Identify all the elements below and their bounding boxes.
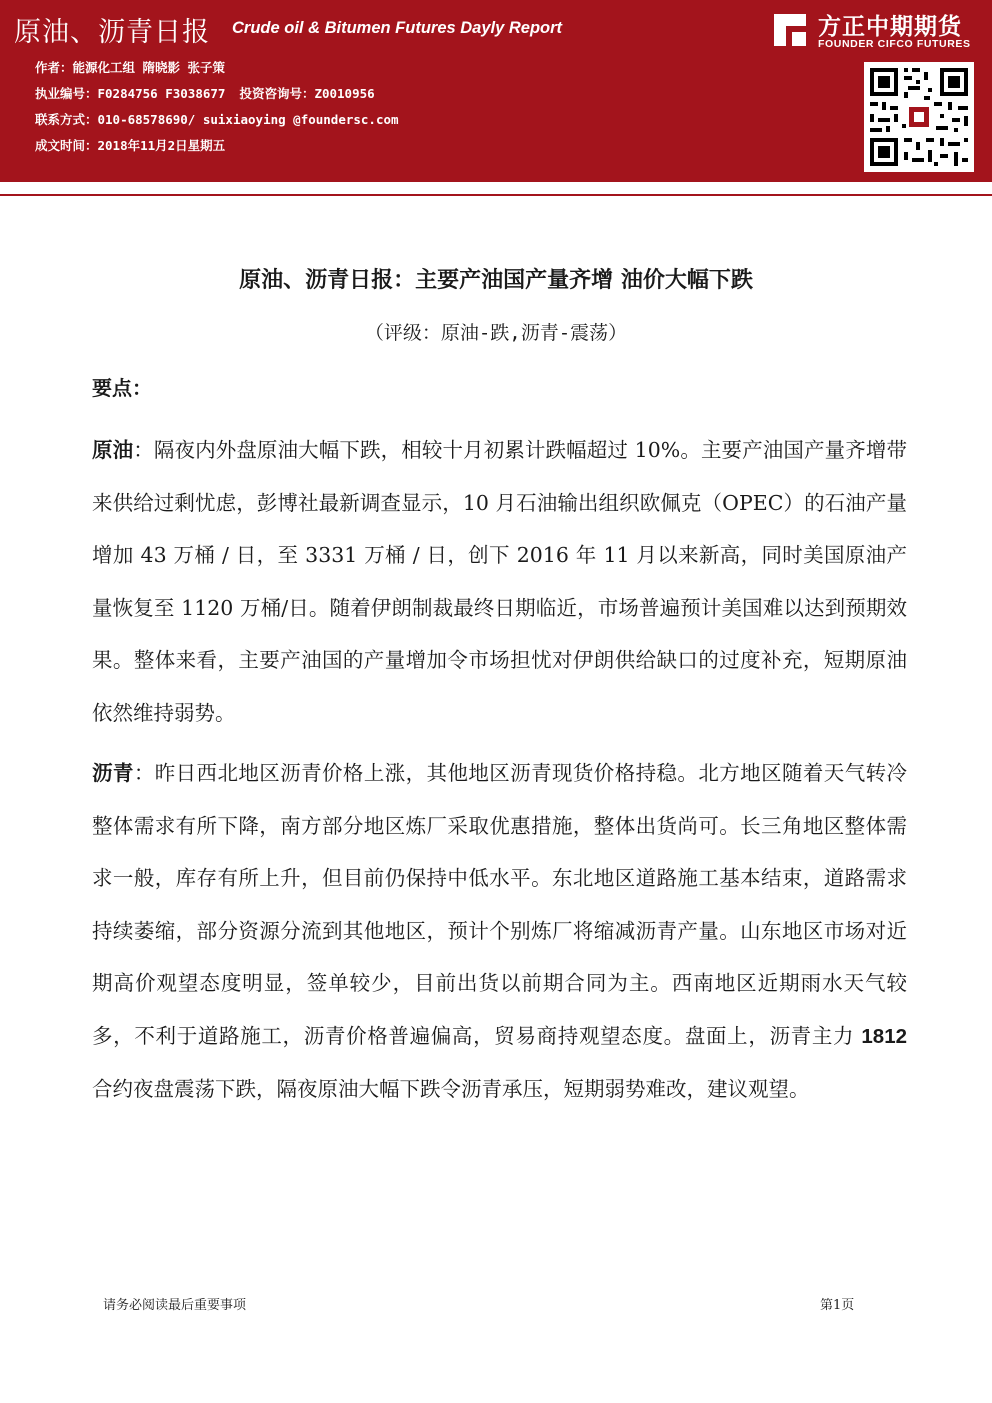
header-divider (0, 182, 992, 196)
logo-text-cn: 方正中期期货 (818, 14, 962, 40)
company-logo (770, 6, 985, 56)
footer-notice: 请务必阅读最后重要事项 (103, 1298, 247, 1313)
date-line: 成文时间：2018年11月2日星期五 (35, 138, 226, 153)
advisory-number: 投资咨询号：Z0010956 (239, 86, 375, 101)
bitumen-text-b: 合约夜盘震荡下跌，隔夜原油大幅下跌令沥青承压，短期弱势难改，建议观望。 (92, 1077, 810, 1101)
bitumen-contract: 1812 (861, 1024, 907, 1048)
crude-oil-text: ：隔夜内外盘原油大幅下跌，相较十月初累计跌幅超过 10%。主要产油国产量齐增带来供给过剩忧虑，彭博社最新调查显示，10 月石油输出组织欧佩克（OPEC）的石油产量增加 43 万桶 / 日，至 3331 万桶 / 日，创下 2016 年 11 月以来新高，同时美国原油产量恢复至 1120 万桶/日。随着伊朗制裁最终日期临近，市场普遍预计美国难以达到预期效果。整体来看，主要产油国的产量增加令市场担忧对伊朗供给缺口的过度补充，短期原油依然维持弱势。 (92, 438, 907, 725)
crude-oil-label: 原油 (92, 438, 134, 462)
founder-logo-icon (770, 10, 810, 50)
contact-line: 联系方式：010-68578690/ suixiaoying @foundersc.com (35, 112, 399, 127)
license-line (35, 84, 375, 102)
crude-oil-paragraph (92, 424, 907, 739)
report-rating: （评级：原油-跌,沥青-震荡） (364, 322, 628, 344)
header-title-en: Crude oil & Bitumen Futures Dayly Report (232, 19, 563, 37)
header-title-cn: 原油、沥青日报 (14, 17, 210, 48)
report-title: 原油、沥青日报：主要产油国产量齐增 油价大幅下跌 (239, 268, 753, 293)
page-number: 第1页 (820, 1298, 855, 1313)
logo-text-en: FOUNDER CIFCO FUTURES (818, 38, 971, 50)
authors-line: 作者：能源化工组 隋晓影 张子策 (35, 60, 226, 75)
report-header (0, 0, 992, 182)
bitumen-text-a: ：昨日西北地区沥青价格上涨，其他地区沥青现货价格持稳。北方地区随着天气转冷整体需求有所下降，南方部分地区炼厂采取优惠措施，整体出货尚可。长三角地区整体需求一般，库存有所上升，但目前仍保持中低水平。东北地区道路施工基本结束，道路需求持续萎缩，部分资源分流到其他地区，预计个别炼厂将缩减沥青产量。山东地区市场对近期高价观望态度明显，签单较少，目前出货以前期合同为主。西南地区近期雨水天气较多，不利于道路施工，沥青价格普遍偏高，贸易商持观望态度。盘面上，沥青主力 (92, 761, 908, 1048)
license-number: 执业编号：F0284756 F3038677 (35, 86, 226, 101)
keypoints-heading: 要点： (92, 376, 152, 400)
bitumen-label: 沥青 (92, 761, 134, 785)
qr-code-icon[interactable] (864, 62, 974, 172)
bitumen-paragraph (92, 747, 907, 1116)
